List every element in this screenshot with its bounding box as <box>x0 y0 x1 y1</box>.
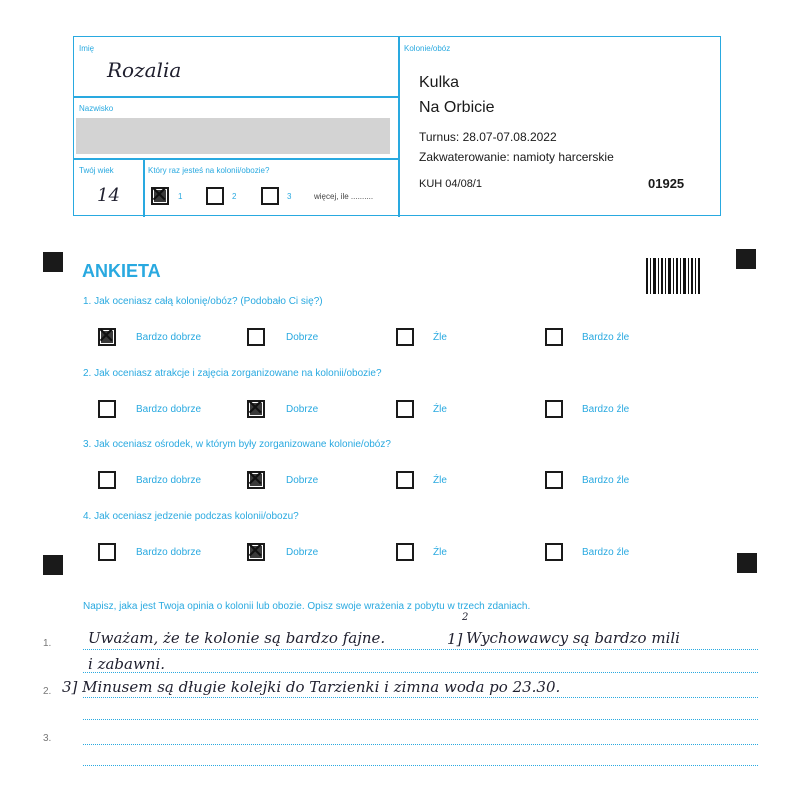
q1-option-zle: Źle <box>433 332 447 343</box>
nazwisko-label: Nazwisko <box>79 104 114 113</box>
survey-title: ANKIETA <box>82 261 161 281</box>
ktory-raz-checkbox-1[interactable] <box>151 187 169 205</box>
q2-option-zle: Źle <box>433 404 447 415</box>
q3-checkbox-bardzo-zle[interactable] <box>545 471 563 489</box>
ktory-raz-option-3: 3 <box>287 192 292 201</box>
registration-marker-tl <box>43 252 63 272</box>
line-number-1: 1. <box>43 638 52 649</box>
q1-checkbox-bardzo-zle[interactable] <box>545 328 563 346</box>
registration-marker-br <box>737 553 757 573</box>
question-1-text: 1. Jak oceniasz całą kolonię/obóz? (Podobało Ci się?) <box>83 296 323 307</box>
registration-marker-tr <box>736 249 756 269</box>
form-number: 01925 <box>648 176 685 191</box>
answer-line-1b: Wychowawcy są bardzo mili <box>466 629 680 647</box>
q2-checkbox-bardzo-zle[interactable] <box>545 400 563 418</box>
ktory-raz-checkbox-3[interactable] <box>261 187 279 205</box>
writing-line-1[interactable] <box>83 649 758 650</box>
wiecej-label: więcej, ile .......... <box>314 192 374 201</box>
nazwisko-redacted <box>76 118 390 154</box>
kolonia-name-1: Kulka <box>419 74 460 91</box>
q2-option-bardzo-dobrze: Bardzo dobrze <box>136 404 202 415</box>
q2-option-dobrze: Dobrze <box>286 404 319 415</box>
q3-checkbox-dobrze[interactable] <box>247 471 265 489</box>
q3-option-bardzo-dobrze: Bardzo dobrze <box>136 475 202 486</box>
turnus: Turnus: 28.07-07.08.2022 <box>419 130 557 144</box>
q2-checkbox-zle[interactable] <box>396 400 414 418</box>
wiek-label: Twój wiek <box>79 166 114 175</box>
answer-line-2: 3] Minusem są długie kolejki do Tarzienki i zimna woda po 23.30. <box>62 678 561 696</box>
q4-checkbox-zle[interactable] <box>396 543 414 561</box>
kolonia-code: KUH 04/08/1 <box>419 178 482 190</box>
question-3-text: 3. Jak oceniasz ośrodek, w którym były zorganizowane kolonie/obóz? <box>83 439 391 450</box>
line-number-3: 3. <box>43 733 52 744</box>
answer-marker-2: 2 <box>462 612 469 623</box>
q2-checkbox-bardzo-dobrze[interactable] <box>98 400 116 418</box>
registration-marker-bl <box>43 555 63 575</box>
q4-option-dobrze: Dobrze <box>286 547 319 558</box>
answer-line-1c: i zabawni. <box>88 655 166 673</box>
q1-checkbox-zle[interactable] <box>396 328 414 346</box>
q1-checkbox-dobrze[interactable] <box>247 328 265 346</box>
answer-line-1a: Uważam, że te kolonie są bardzo fajne. <box>88 629 386 647</box>
kolonia-name-2: Na Orbicie <box>419 99 495 116</box>
q4-checkbox-dobrze[interactable] <box>247 543 265 561</box>
ktory-raz-label: Który raz jesteś na kolonii/obozie? <box>148 166 270 175</box>
q3-option-dobrze: Dobrze <box>286 475 319 486</box>
imie-value: Rozalia <box>107 58 182 82</box>
ktory-raz-option-1: 1 <box>178 192 183 201</box>
question-4-text: 4. Jak oceniasz jedzenie podczas kolonii/obozu? <box>83 511 299 522</box>
wiek-value: 14 <box>97 185 120 206</box>
q3-checkbox-bardzo-dobrze[interactable] <box>98 471 116 489</box>
answer-marker-1: 1] <box>447 630 463 648</box>
writing-line-3b[interactable] <box>83 765 758 766</box>
q4-checkbox-bardzo-dobrze[interactable] <box>98 543 116 561</box>
q1-option-dobrze: Dobrze <box>286 332 319 343</box>
opinion-prompt: Napisz, jaka jest Twoja opinia o kolonii lub obozie. Opisz swoje wrażenia z pobytu w trzech zdaniach. <box>83 601 531 612</box>
q2-option-bardzo-zle: Bardzo źle <box>582 404 630 415</box>
q4-checkbox-bardzo-zle[interactable] <box>545 543 563 561</box>
q2-checkbox-dobrze[interactable] <box>247 400 265 418</box>
writing-line-3[interactable] <box>83 744 758 745</box>
barcode <box>646 258 700 294</box>
q3-option-zle: Źle <box>433 475 447 486</box>
writing-line-2b[interactable] <box>83 719 758 720</box>
q1-checkbox-bardzo-dobrze[interactable] <box>98 328 116 346</box>
q4-option-bardzo-zle: Bardzo źle <box>582 547 630 558</box>
imie-label: Imię <box>79 44 95 53</box>
q3-checkbox-zle[interactable] <box>396 471 414 489</box>
writing-line-2[interactable] <box>83 697 758 698</box>
q1-option-bardzo-dobrze: Bardzo dobrze <box>136 332 202 343</box>
kolonia-label: Kolonie/obóz <box>404 44 451 53</box>
writing-line-1b[interactable] <box>83 672 758 673</box>
q1-option-bardzo-zle: Bardzo źle <box>582 332 630 343</box>
q3-option-bardzo-zle: Bardzo źle <box>582 475 630 486</box>
ktory-raz-checkbox-2[interactable] <box>206 187 224 205</box>
question-2-text: 2. Jak oceniasz atrakcje i zajęcia zorganizowane na kolonii/obozie? <box>83 368 382 379</box>
q4-option-zle: Źle <box>433 547 447 558</box>
q4-option-bardzo-dobrze: Bardzo dobrze <box>136 547 202 558</box>
zakwaterowanie: Zakwaterowanie: namioty harcerskie <box>419 150 614 164</box>
line-number-2: 2. <box>43 686 52 697</box>
ktory-raz-option-2: 2 <box>232 192 237 201</box>
